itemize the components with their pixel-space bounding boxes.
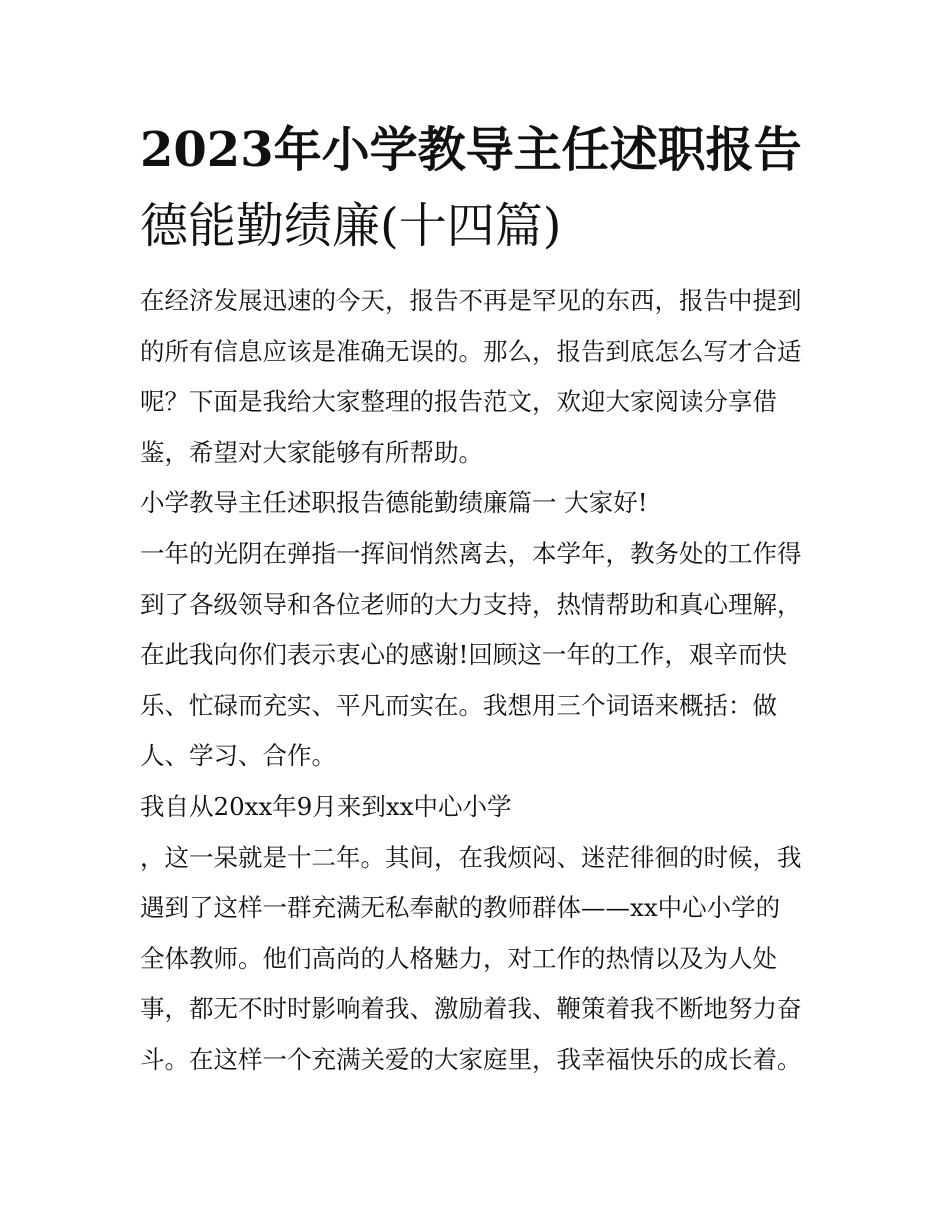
title-line-1: 2023年小学教导主任述职报告 [140,122,802,178]
body-line: 乐、忙碌而充实、平凡而实在。我想用三个词语来概括：做 [140,690,777,720]
document-title [140,112,820,264]
body-line: 我自从20xx年9月来到xx中心小学 [140,791,512,821]
body-line: 斗。在这样一个充满关爱的大家庭里，我幸福快乐的成长着。 [140,1044,802,1074]
body-line: 遇到了这样一群充满无私奉献的教师群体——xx中心小学的 [140,893,781,923]
body-line: 事，都无不时时影响着我、激励着我、鞭策着我不断地努力奋 [140,994,802,1024]
body-line: 在经济发展迅速的今天，报告不再是罕见的东西，报告中提到 [140,286,802,315]
body-line: 全体教师。他们高尚的人格魅力，对工作的热情以及为人处 [140,943,777,973]
body-line: 在此我向你们表示衷心的感谢!回顾这一年的工作，艰辛而快 [140,640,787,670]
body-line: 的所有信息应该是准确无误的。那么，报告到底怎么写才合适 [140,336,802,366]
body-line: 一年的光阴在弹指一挥间悄然离去，本学年，教务处的工作得 [140,538,802,568]
body-line: 鉴，希望对大家能够有所帮助。 [140,437,483,467]
body-line: 呢？下面是我给大家整理的报告范文，欢迎大家阅读分享借 [140,387,777,417]
body-line: 小学教导主任述职报告德能勤绩廉篇一 大家好! [140,488,648,518]
body-line: 人、学习、合作。 [140,741,336,771]
body-line: 到了各级领导和各位老师的大力支持，热情帮助和真心理解， [140,589,802,619]
title-line-2: 德能勤绩廉(十四篇) [140,198,562,254]
body-line: ，这一呆就是十二年。其间，在我烦闷、迷茫徘徊的时候，我 [140,842,802,872]
document-body [140,276,820,1086]
